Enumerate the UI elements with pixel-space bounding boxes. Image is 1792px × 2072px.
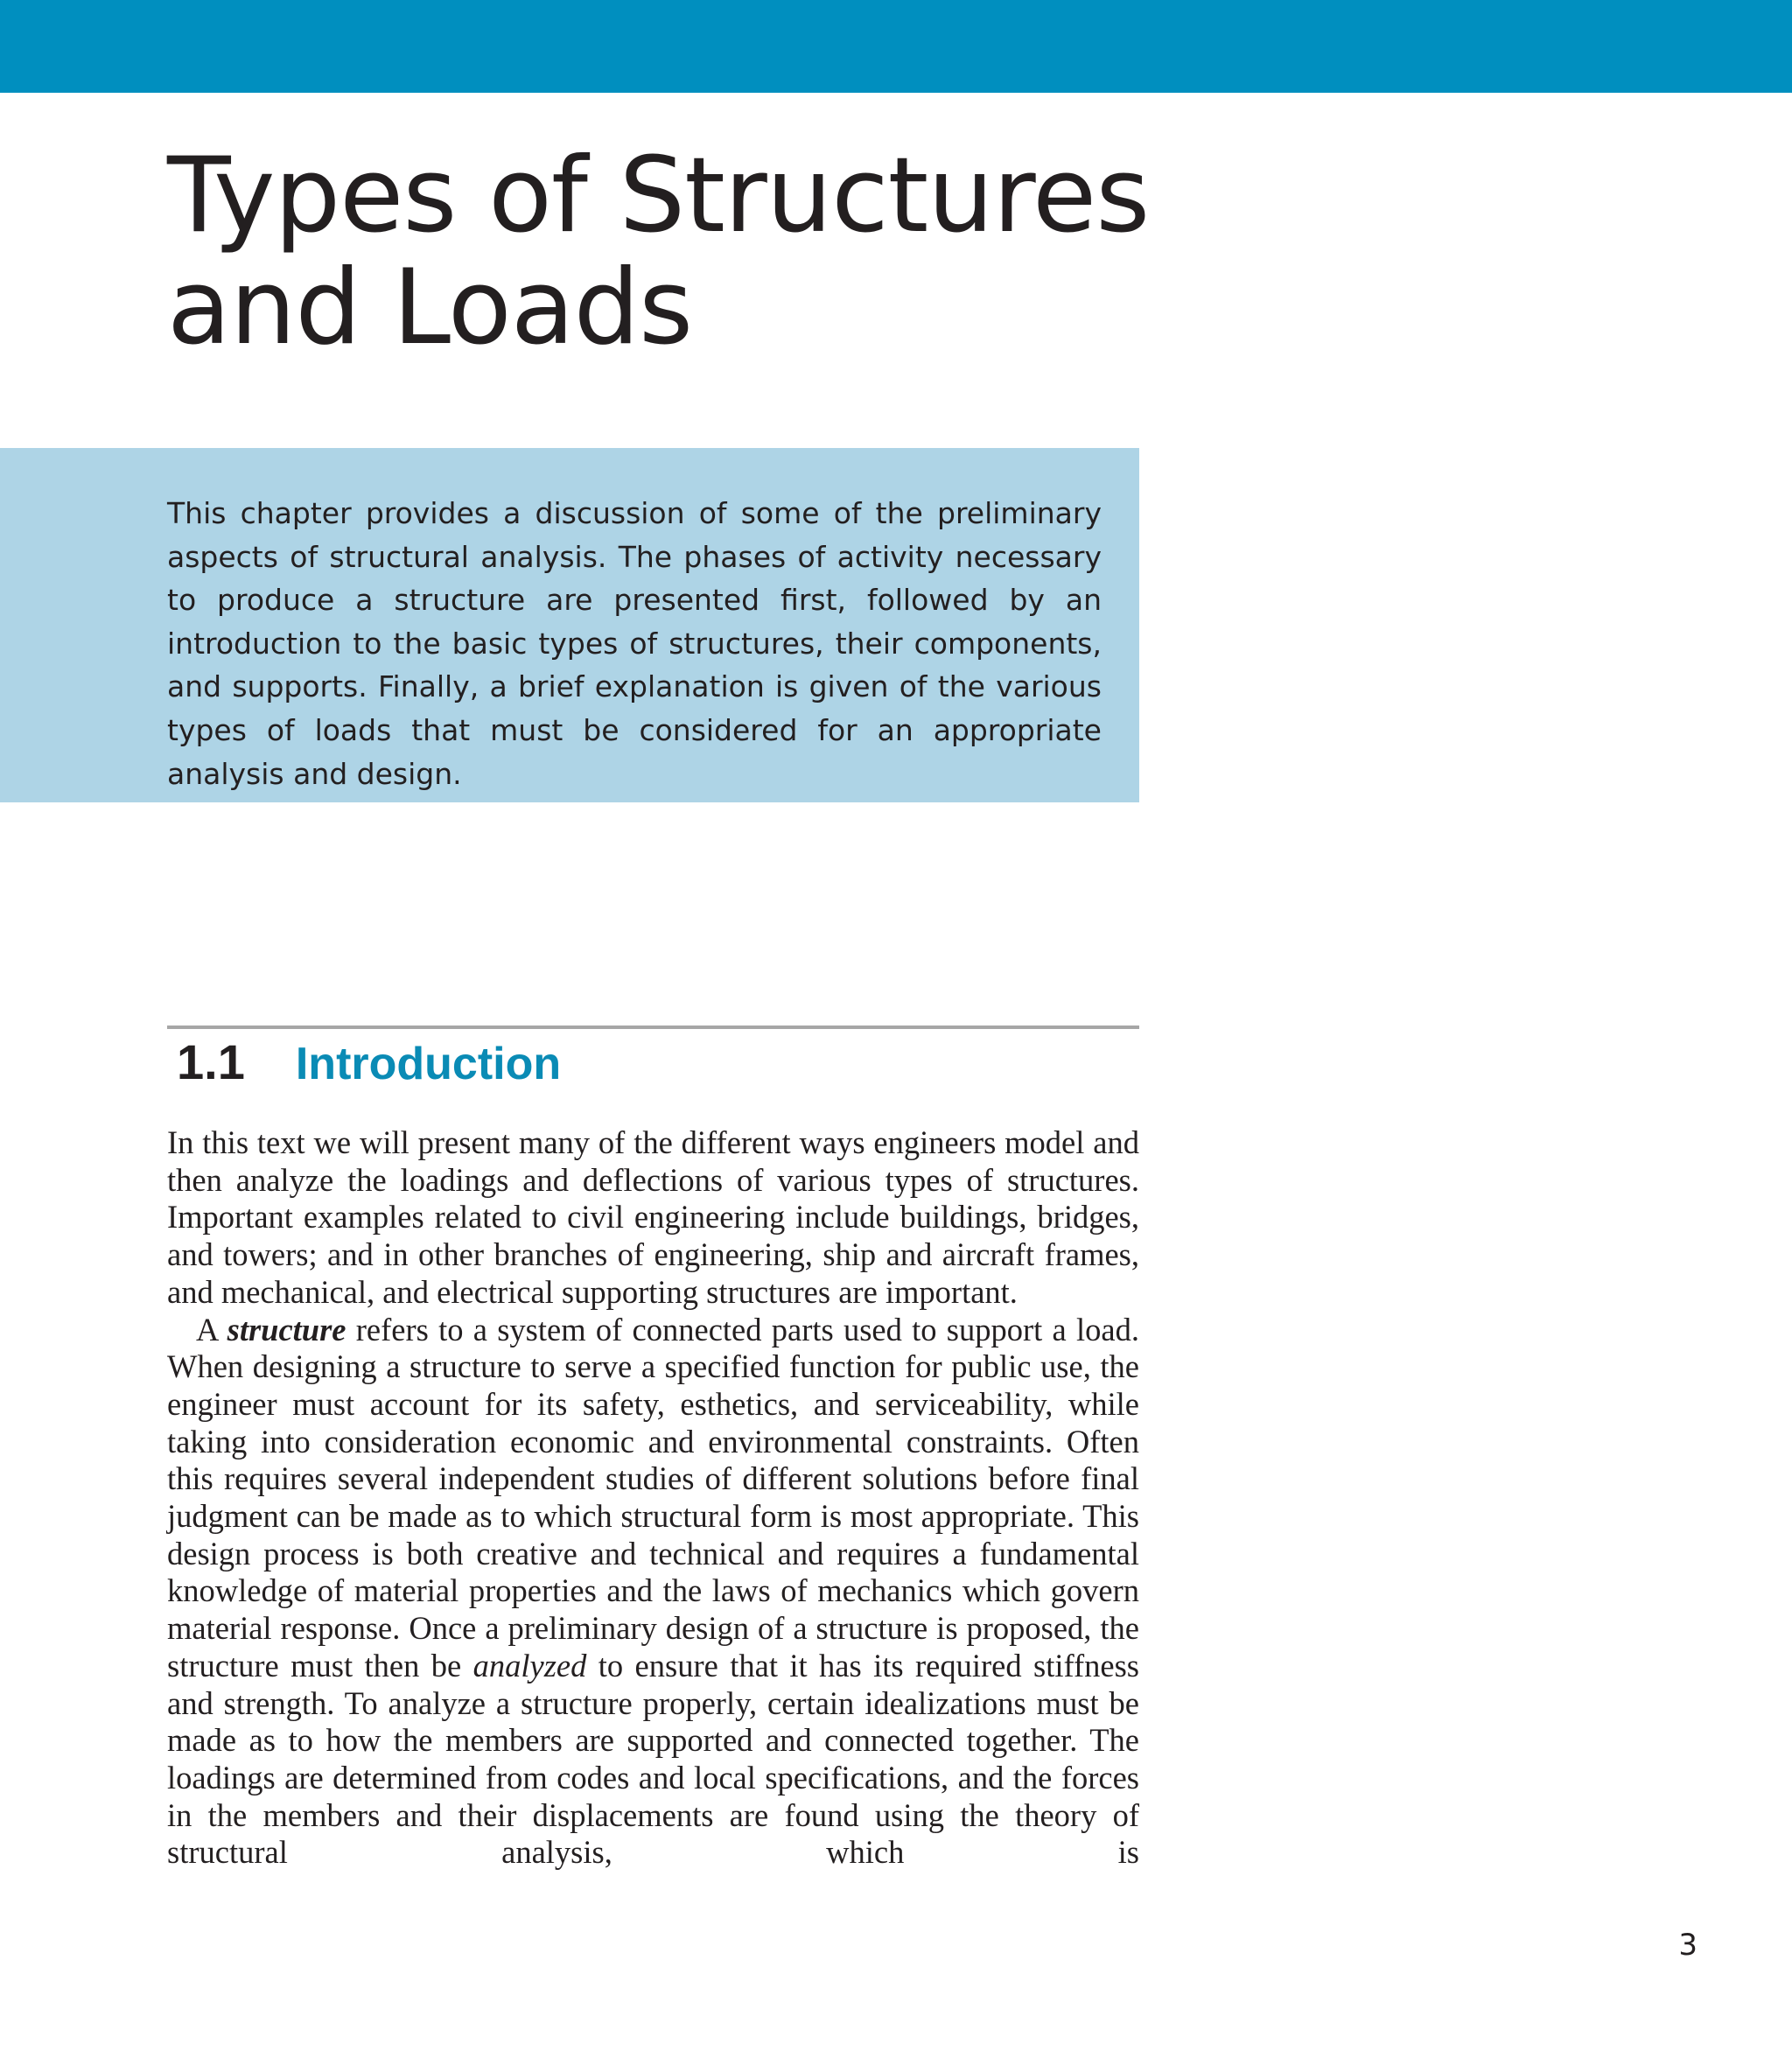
paragraph-2-part-2: to ensure that it has its required stiffness and strength. To analyze a structure properly, certain idealizations must be made as to how the members are supported and connected together. The loadings are determined from codes and local specifications, and the forces in the members and their displacements are found using the theory of structural analysis, which is [167, 1647, 1140, 1871]
section-body [167, 1124, 1139, 1872]
body-paragraph-2 [167, 1312, 1139, 1872]
section-title: Introduction [295, 1039, 562, 1089]
page-number: 3 [1678, 1928, 1698, 1963]
section-divider [167, 1026, 1139, 1029]
emphasized-word-analyzed: analyzed [472, 1647, 587, 1684]
chapter-summary-text: This chapter provides a discussion of some of the preliminary aspects of structural analysis. The phases of activity necessary to produce a structure are presented first, followed by an introduction to the basic types of structures, their components, and supports. Finally, a brief explanation is given of the various types of loads that must be considered for an appropriate analysis and design. [167, 496, 1102, 791]
section-number: 1.1 [177, 1034, 245, 1089]
section-heading [177, 1031, 561, 1096]
chapter-title [167, 136, 1217, 368]
paragraph-2-lead: A [196, 1311, 228, 1348]
paragraph-2-part-1: refers to a system of connected parts used to support a load. When designing a structure to serve a specified function for public use, the engineer must account for its safety, esthetics, and serviceability, while taking into consideration economic and environmental constraints. Often this requires several independent studies of different solutions before final judgment can be made as to which structural form is most appropriate. This design process is both creative and technical and requires a fundamental knowledge of material properties and the laws of mechanics which govern material response. Once a preliminary design of a structure is proposed, the structure must then be [167, 1311, 1139, 1684]
top-color-band [0, 0, 1792, 93]
chapter-title-line-2: and Loads [167, 248, 693, 368]
chapter-title-line-1: Types of Structures [167, 136, 1150, 256]
defined-term-structure: structure [227, 1311, 346, 1348]
body-paragraph-1: In this text we will present many of the different ways engineers model and then analyze the loadings and deflections of various types of structures. Important examples related to civil engineering include buildings, bridges, and towers; and in other branches of engineering, ship and aircraft frames, and mechanical, and electrical supporting structures are important. [167, 1124, 1139, 1310]
